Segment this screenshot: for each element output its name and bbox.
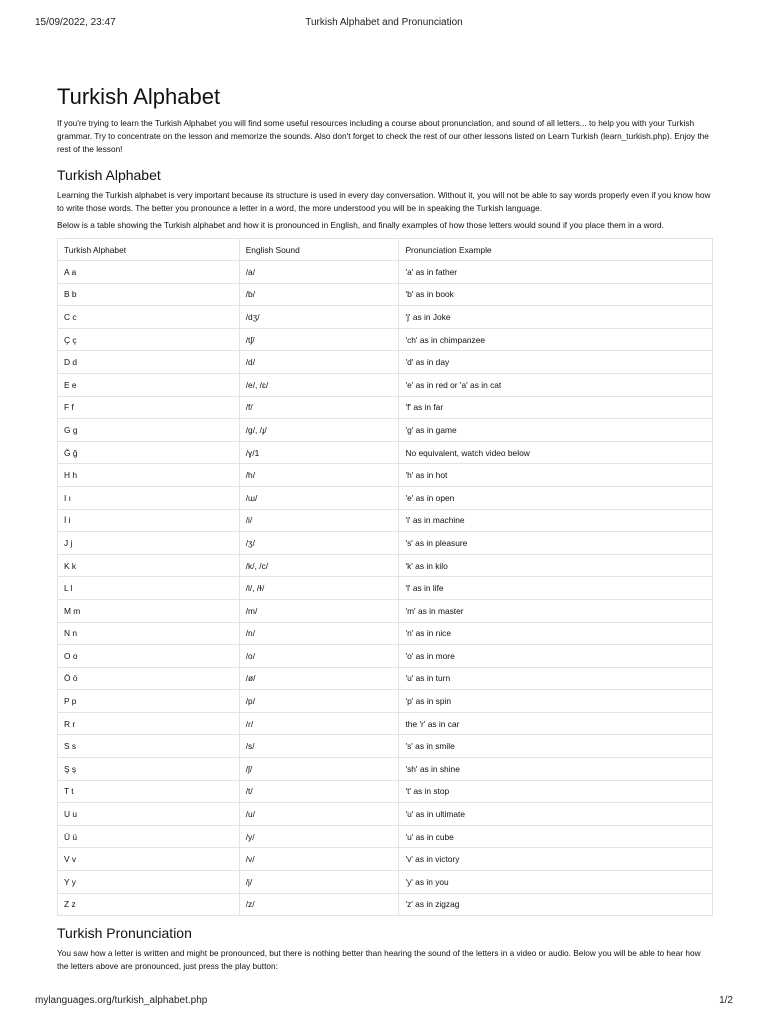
letter-cell: Z z	[58, 893, 240, 916]
page-url: mylanguages.org/turkish_alphabet.php	[35, 995, 208, 1006]
table-row	[58, 554, 713, 577]
example-cell: 'm' as in master	[399, 599, 713, 622]
letter-cell: V v	[58, 848, 240, 871]
example-cell: No equivalent, watch video below	[399, 441, 713, 464]
example-cell: 'f' as in far	[399, 396, 713, 419]
letter-cell: U u	[58, 803, 240, 826]
table-row	[58, 532, 713, 555]
table-row	[58, 396, 713, 419]
example-cell: 'sh' as in shine	[399, 758, 713, 781]
sound-cell: /i/	[239, 509, 399, 532]
example-cell: 'k' as in kilo	[399, 554, 713, 577]
letter-cell: Ö ö	[58, 667, 240, 690]
table-row	[58, 735, 713, 758]
letter-cell: R r	[58, 712, 240, 735]
column-header: Turkish Alphabet	[58, 239, 240, 261]
example-cell: 'i' as in machine	[399, 509, 713, 532]
sound-cell: /t/	[239, 780, 399, 803]
example-cell: 'o' as in more	[399, 645, 713, 668]
sound-cell: /b/	[239, 283, 399, 306]
table-row	[58, 893, 713, 916]
example-cell: the 'r' as in car	[399, 712, 713, 735]
example-cell: 'y' as in you	[399, 871, 713, 894]
print-header	[0, 17, 768, 31]
table-row	[58, 780, 713, 803]
sound-cell: /ø/	[239, 667, 399, 690]
table-body	[58, 261, 713, 916]
sound-cell: /h/	[239, 464, 399, 487]
letter-cell: G g	[58, 419, 240, 442]
example-cell: 'a' as in father	[399, 261, 713, 284]
sound-cell: /m/	[239, 599, 399, 622]
example-cell: 's' as in smile	[399, 735, 713, 758]
alphabet-table	[57, 238, 713, 916]
table-row	[58, 712, 713, 735]
example-cell: 'u' as in turn	[399, 667, 713, 690]
sound-cell: /k/, /c/	[239, 554, 399, 577]
example-cell: 's' as in pleasure	[399, 532, 713, 555]
example-cell: 'e' as in open	[399, 486, 713, 509]
print-title: Turkish Alphabet and Pronunciation	[305, 17, 463, 28]
pronunciation-heading: Turkish Pronunciation	[57, 925, 192, 942]
sound-cell: /o/	[239, 645, 399, 668]
sound-cell: /u/	[239, 803, 399, 826]
example-cell: 'b' as in book	[399, 283, 713, 306]
table-row	[58, 486, 713, 509]
letter-cell: J j	[58, 532, 240, 555]
letter-cell: T t	[58, 780, 240, 803]
sound-cell: /f/	[239, 396, 399, 419]
intro-paragraph: If you're trying to learn the Turkish Alphabet you will find some useful resources including a course about pronunciation, and sound of all letters... to help you with your Turkish grammar. Try to concentrate on the lesson and memorize the sounds. Also don't forget to check the rest of our other lessons listed on Learn Turkish (learn_turkish.php). Enjoy the rest of the lesson!	[57, 118, 709, 154]
table-row	[58, 690, 713, 713]
sound-cell: /v/	[239, 848, 399, 871]
table-row	[58, 464, 713, 487]
example-cell: 'j' as in Joke	[399, 306, 713, 329]
table-row	[58, 283, 713, 306]
letter-cell: Ş ş	[58, 758, 240, 781]
page-title: Turkish Alphabet	[57, 84, 221, 109]
letter-cell: A a	[58, 261, 240, 284]
page-content	[57, 83, 713, 973]
table-row	[58, 645, 713, 668]
letter-cell: Ğ ğ	[58, 441, 240, 464]
letter-cell: C c	[58, 306, 240, 329]
letter-cell: P p	[58, 690, 240, 713]
print-date: 15/09/2022, 23:47	[35, 17, 116, 28]
alphabet-heading: Turkish Alphabet	[57, 167, 161, 183]
sound-cell: /d/	[239, 351, 399, 374]
example-cell: 'p' as in spin	[399, 690, 713, 713]
table-row	[58, 577, 713, 600]
sound-cell: /y/	[239, 825, 399, 848]
table-row	[58, 667, 713, 690]
letter-cell: N n	[58, 622, 240, 645]
table-row	[58, 758, 713, 781]
example-cell: 'z' as in zigzag	[399, 893, 713, 916]
example-cell: 'u' as in ultimate	[399, 803, 713, 826]
sound-cell: /tʃ/	[239, 328, 399, 351]
pronunciation-paragraph: You saw how a letter is written and might be pronounced, but there is nothing better than hearing the sound of the letters in a video or audio. Below you will be able to hear how the letters above are pronounced, just press the play button:	[57, 948, 701, 972]
example-cell: 'h' as in hot	[399, 464, 713, 487]
sound-cell: /e/, /ɛ/	[239, 373, 399, 396]
table-row	[58, 373, 713, 396]
table-row	[58, 261, 713, 284]
letter-cell: H h	[58, 464, 240, 487]
letter-cell: İ i	[58, 509, 240, 532]
example-cell: 'n' as in nice	[399, 622, 713, 645]
page-number: 1/2	[719, 995, 733, 1006]
table-row	[58, 599, 713, 622]
sound-cell: /ɯ/	[239, 486, 399, 509]
sound-cell: /ɣ/1	[239, 441, 399, 464]
letter-cell: M m	[58, 599, 240, 622]
sound-cell: /j/	[239, 871, 399, 894]
letter-cell: B b	[58, 283, 240, 306]
sound-cell: /p/	[239, 690, 399, 713]
alphabet-paragraph-1: Learning the Turkish alphabet is very important because its structure is used in every day conversation. Without it, you will not be able to say words properly even if you know how to write those words. The better you pronounce a letter in a word, the more understood you will be in speaking the Turkish language.	[57, 190, 711, 213]
sound-cell: /n/	[239, 622, 399, 645]
letter-cell: F f	[58, 396, 240, 419]
table-row	[58, 328, 713, 351]
letter-cell: S s	[58, 735, 240, 758]
sound-cell: /s/	[239, 735, 399, 758]
example-cell: 'ch' as in chimpanzee	[399, 328, 713, 351]
table-row	[58, 825, 713, 848]
example-cell: 't' as in stop	[399, 780, 713, 803]
sound-cell: /ʃ/	[239, 758, 399, 781]
sound-cell: /a/	[239, 261, 399, 284]
example-cell: 'd' as in day	[399, 351, 713, 374]
table-row	[58, 622, 713, 645]
alphabet-paragraph-2: Below is a table showing the Turkish alphabet and how it is pronounced in English, and finally examples of how those letters would sound if you place them in a word.	[57, 220, 664, 230]
table-row	[58, 871, 713, 894]
example-cell: 'u' as in cube	[399, 825, 713, 848]
letter-cell: I ı	[58, 486, 240, 509]
sound-cell: /ɾ/	[239, 712, 399, 735]
letter-cell: Y y	[58, 871, 240, 894]
letter-cell: O o	[58, 645, 240, 668]
letter-cell: E e	[58, 373, 240, 396]
example-cell: 'g' as in game	[399, 419, 713, 442]
letter-cell: Ü ü	[58, 825, 240, 848]
column-header: English Sound	[239, 239, 399, 261]
example-cell: 'v' as in victory	[399, 848, 713, 871]
table-row	[58, 351, 713, 374]
letter-cell: L l	[58, 577, 240, 600]
table-row	[58, 803, 713, 826]
letter-cell: Ç ç	[58, 328, 240, 351]
column-header: Pronunciation Example	[399, 239, 713, 261]
example-cell: 'l' as in life	[399, 577, 713, 600]
table-header-row	[58, 239, 713, 261]
sound-cell: /g/, /ɟ/	[239, 419, 399, 442]
table-row	[58, 509, 713, 532]
table-row	[58, 419, 713, 442]
table-row	[58, 306, 713, 329]
sound-cell: /ʒ/	[239, 532, 399, 555]
table-row	[58, 441, 713, 464]
sound-cell: /z/	[239, 893, 399, 916]
example-cell: 'e' as in red or 'a' as in cat	[399, 373, 713, 396]
sound-cell: /l/, /ɫ/	[239, 577, 399, 600]
letter-cell: K k	[58, 554, 240, 577]
letter-cell: D d	[58, 351, 240, 374]
table-row	[58, 848, 713, 871]
sound-cell: /dʒ/	[239, 306, 399, 329]
